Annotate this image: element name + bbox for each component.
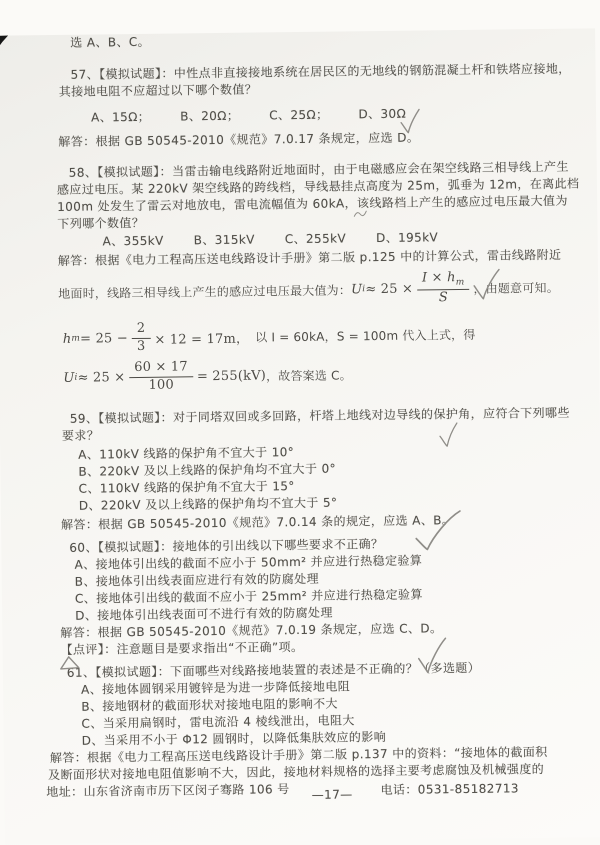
handwritten-scribble-icon — [353, 208, 368, 219]
q60-option-b: B、接地体引出线表面应进行有效的防腐处理 — [74, 571, 320, 589]
var-h-sub: m — [71, 333, 81, 345]
q61-option-b: B、接地钢材的截面形状对接地电阻的影响不大 — [81, 696, 338, 714]
handwritten-check-icon — [413, 508, 464, 553]
question-60 — [1, 533, 600, 659]
q58-formula-tail-text: ，由题意可知。 — [473, 280, 559, 296]
question-58 — [0, 158, 599, 395]
var-U: U — [350, 282, 363, 298]
fraction-numerator: I × h — [421, 270, 456, 286]
q58-height-pre: = 25 − — [80, 330, 128, 347]
fraction — [417, 271, 470, 307]
q60-option-c: C、接地体引出线的截面不应小于 25mm² 并应进行热稳定验算 — [74, 587, 423, 606]
q58-stem-line2: 感应过电压。某 220kV 架空线路的跨线档，导线悬挂点高度为 25m，弧垂为 12m，在离此档 — [56, 176, 580, 197]
var-U: U — [63, 370, 75, 386]
q60-comment: 【点评】：注意题目是要求指出“不正确”项。 — [60, 639, 304, 657]
fraction-numerator: 60 × 17 — [129, 360, 193, 378]
q57-solution: 解答：根据 GB 50545-2010《规范》7.0.17 条规定，应选 D。 — [58, 130, 420, 149]
q61-option-d: D、当采用不小于 Φ12 圆钢时，以降低集肤效应的影响 — [81, 729, 387, 748]
question-57 — [0, 60, 596, 151]
var-h: h — [62, 331, 72, 347]
q58-option-d: D、195kV — [375, 230, 439, 246]
fraction-denominator: S — [438, 290, 449, 306]
handwritten-check-icon — [399, 107, 421, 134]
q59-stem-line2: 要求？ — [61, 428, 100, 443]
q61-option-a: A、接地体圆钢采用镀锌是为进一步降低接地电阻 — [80, 679, 351, 697]
var-U-sub: i — [362, 284, 366, 295]
q57-option-c: C、25Ω； — [269, 107, 329, 123]
footer-page-number: —17— — [311, 787, 353, 802]
q59-option-b: B、220kV 及以上线路的保护角均不宜大于 0° — [78, 461, 337, 479]
q59-option-c: C、110kV 线路的保护角不宜大于 15° — [78, 478, 295, 496]
fraction — [129, 360, 193, 394]
q58-solution-formula-result — [63, 355, 599, 394]
q58-height-post: × 12 = 17m， — [154, 331, 250, 348]
q58-height-tail-text: 以 I = 60kA，S = 100m 代入上式，得 — [255, 327, 476, 345]
q58-solution-formula-induced — [58, 269, 598, 310]
q58-formula-lead-text: 地面时，线路三相导线上产生的感应过电压最大值为： — [58, 283, 352, 301]
q59-option-d: D、220kV 及以上线路的保护角均不宜大于 5° — [78, 495, 338, 513]
q57-option-a: A、15Ω； — [91, 109, 151, 125]
q58-result-tail-text: ，故答案选 C。 — [265, 368, 352, 384]
q58-option-b: B、315kV — [193, 232, 255, 248]
scan-corner-artifact — [0, 36, 8, 52]
footer-address: 地址：山东省济南市历下区闵子骞路 106 号 — [46, 781, 290, 799]
q57-stem-line2: 其接地电阻不应超过以下哪个数值？ — [58, 82, 258, 99]
q59-solution: 解答：根据 GB 50545-2010《规范》7.0.14 条的规定，应选 A、B。 — [60, 512, 455, 532]
q58-result-pre: ≈ 25 × — [77, 369, 126, 386]
fraction-denominator: 100 — [148, 377, 175, 393]
q61-solution-line1: 解答：根据《电力工程高压送电线路设计手册》第二版 p.137 中的资料：“接地体的截面积 — [49, 744, 548, 765]
question-59 — [0, 404, 600, 534]
q58-option-c: C、255kV — [284, 231, 347, 247]
q59-stem-line1: 59、【模拟试题】：对于同塔双回或多回路，杆塔上地线对边导线的保护角，应符合下列哪些 — [69, 405, 570, 426]
handwritten-check-icon — [416, 636, 447, 674]
q58-option-a: A、355kV — [102, 233, 164, 249]
q58-stem-line3: 100m 处发生了雷云对地放电，雷电流幅值为 60kA，该线路档上产生的感应过电压最大值为 — [57, 193, 568, 214]
question-61 — [3, 658, 600, 784]
q60-options — [74, 550, 600, 624]
fraction-numerator: 2 — [132, 322, 151, 339]
q60-stem: 60、【模拟试题】：接地体的引出线以下哪些要求不正确？ — [69, 536, 384, 555]
q61-options — [81, 675, 600, 749]
q60-solution: 解答：根据 GB 50545-2010《规范》7.0.19 条规定，应选 C、D。 — [60, 620, 443, 640]
var-U-sub: i — [74, 372, 78, 383]
q60-option-a: A、接地体引出线的截面不应小于 50mm² 并应进行热稳定验算 — [74, 553, 423, 572]
handwritten-check-icon — [472, 268, 501, 301]
fraction — [132, 322, 151, 355]
q60-option-d: D、接地体引出线表面可不进行有效的防腐处理 — [75, 605, 333, 623]
handwritten-triangle-icon — [58, 654, 82, 672]
q58-result-post: = 255(kV) — [196, 368, 267, 384]
q58-stem-line1: 58、【模拟试题】：当雷击输电线路附近地面时，由于电磁感应会在架空线路三相导线上产生 — [68, 159, 569, 180]
q61-option-c: C、当采用扁钢时，雷电流沿 4 棱线泄出，电阻大 — [81, 712, 355, 731]
q57-option-d: D、30Ω — [358, 106, 407, 122]
fraction-denominator: 3 — [136, 338, 146, 354]
q59-options — [78, 440, 600, 514]
q58-solution-formula-height — [63, 316, 599, 355]
q59-option-a: A、110kV 线路的保护角不宜大于 10° — [78, 444, 295, 462]
handwritten-check-icon — [438, 421, 459, 448]
scanned-exam-page — [0, 28, 600, 844]
q58-formula-mid: ≈ 25 × — [365, 281, 414, 298]
q61-stem: 61、【模拟试题】：下面哪些对线路接地装置的表述是不正确的？（多选题） — [66, 660, 481, 680]
fraction-numerator-sub: m — [455, 277, 465, 288]
q57-options-row — [91, 103, 596, 126]
q57-stem-line1: 57、【模拟试题】：中性点非直接接地系统在居民区的无地线的钢筋混凝土杆和铁塔应接地， — [70, 61, 571, 82]
footer-phone: 电话：0531-85182713 — [380, 780, 519, 797]
top-note: 选 A、B、C。 — [70, 34, 151, 50]
q61-solution-line2: 及断面形状对接地电阻值影响不大，因此，接地材料规格的选择主要考虑腐蚀及机械强度的 — [48, 761, 545, 782]
q58-solution-line1: 解答：根据《电力工程高压送电线路设计手册》第二版 p.125 中的计算公式，雷击线路附近 — [57, 247, 562, 268]
q58-stem-line4: 下列哪个数值？ — [57, 215, 145, 231]
q57-option-b: B、20Ω； — [180, 108, 240, 124]
